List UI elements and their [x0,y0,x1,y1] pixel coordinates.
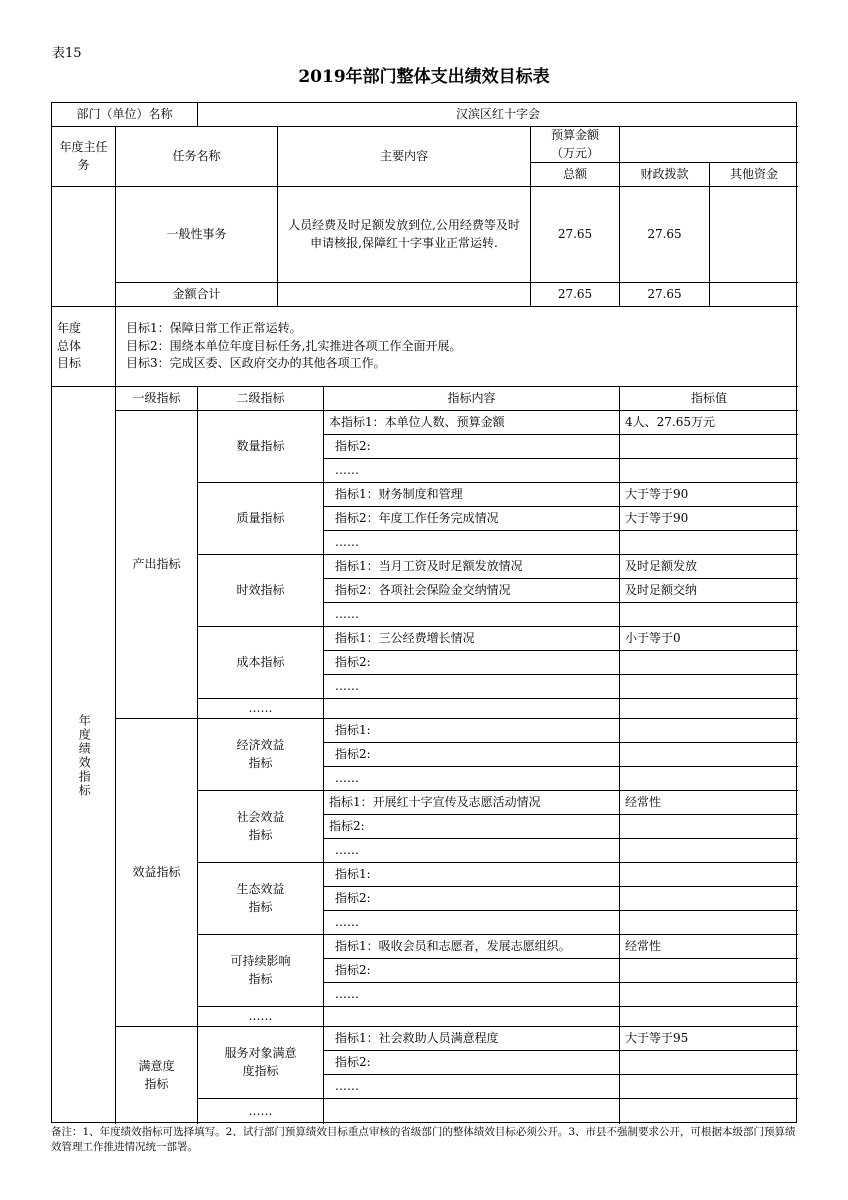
goal-3: 目标3：完成区委、区政府交办的其他各项工作。 [126,356,386,371]
level1-header: 一级指标 [116,387,198,411]
goals-content [116,307,798,387]
satisfaction-indicator: 满意度指标 [116,1027,198,1124]
output-etc: …… [198,699,324,719]
indicator-value [620,815,798,839]
indicator-value: 小于等于0 [620,627,798,651]
economic-indicator: 经济效益指标 [198,719,324,791]
indicator-content: 指标2: [330,959,620,983]
indicator-value [620,887,798,911]
indicator-content: …… [330,983,620,1007]
indicator-content: 指标1：社会救助人员满意程度 [330,1027,620,1051]
sum-fiscal: 27.65 [620,283,710,307]
indicator-value [620,959,798,983]
satisfaction-etc: …… [198,1099,324,1124]
sum-total: 27.65 [531,283,620,307]
main-task-cell [52,187,116,307]
indicator-content: 指标1：开展红十字宣传及志愿活动情况 [324,791,620,815]
indicator-value [620,719,798,743]
goal-1: 目标1：保障日常工作正常运转。 [126,321,302,336]
indicator-content: 指标1: [330,719,620,743]
dept-label: 部门（单位）名称 [52,103,198,127]
indicator-value [620,983,798,1007]
page-title: 2019年部门整体支出绩效目标表 [298,67,550,87]
main-task-header: 年度主任务 [52,127,116,187]
task-other [710,187,798,283]
indicator-value [620,1051,798,1075]
benefit-indicator: 效益指标 [116,719,198,1027]
timeliness-indicator: 时效指标 [198,555,324,627]
indicator-content [330,699,620,719]
indicator-value: 大于等于90 [620,483,798,507]
sustain-indicator: 可持续影响指标 [198,935,324,1007]
service-satisfaction-indicator: 服务对象满意度指标 [198,1027,324,1099]
indicator-value [620,459,798,483]
indicator-content: 指标2：各项社会保险金交纳情况 [330,579,620,603]
task-fiscal: 27.65 [620,187,710,283]
indicator-value [620,603,798,627]
table-number: 表15 [52,46,82,61]
indicator-content: …… [330,1075,620,1099]
indicator-value [620,1007,798,1027]
indicator-content: 指标1：三公经费增长情况 [330,627,620,651]
indicator-content: …… [330,675,620,699]
indicator-value: 大于等于90 [620,507,798,531]
indicator-value [620,435,798,459]
dept-value: 汉滨区红十字会 [198,103,798,127]
goal-2: 目标2：围绕本单位年度目标任务,扎实推进各项工作全面开展。 [126,338,462,353]
output-indicator: 产出指标 [116,411,198,719]
quantity-indicator: 数量指标 [198,411,324,483]
indicator-content: 指标2: [330,1051,620,1075]
goals-label: 年度总体目标 [52,307,116,387]
indicator-content: …… [330,531,620,555]
benefit-etc: …… [198,1007,324,1027]
indicator-value [620,675,798,699]
indicator-content: 指标2: [330,651,620,675]
indicator-content: 指标2: [330,887,620,911]
indicator-content: …… [330,603,620,627]
indicator-content: 指标1: [330,863,620,887]
indicator-value: 经常性 [620,935,798,959]
sum-content [278,283,531,307]
indicator-content: …… [330,459,620,483]
indicator-content: …… [330,839,620,863]
indicator-content: 指标2: [324,815,620,839]
indicator-value [620,839,798,863]
perf-label [52,387,116,1124]
indicator-content: …… [330,767,620,791]
performance-table [51,102,797,1123]
main-content-header: 主要内容 [278,127,531,187]
indicator-content: 指标2: [330,435,620,459]
social-indicator: 社会效益指标 [198,791,324,863]
indicator-content: 指标1：吸收会员和志愿者，发展志愿组织。 [330,935,620,959]
indicator-value: 大于等于95 [620,1027,798,1051]
task-total: 27.65 [531,187,620,283]
ecology-indicator: 生态效益指标 [198,863,324,935]
indicator-value: 及时足额交纳 [620,579,798,603]
total-header: 总额 [531,163,620,187]
fiscal-header: 财政拨款 [620,163,710,187]
indicator-value [620,911,798,935]
indicator-value [620,767,798,791]
indicator-content: 指标1：财务制度和管理 [330,483,620,507]
footnote: 备注：1、年度绩效指标可选择填写。2、试行部门预算绩效目标重点审核的省级部门的整体绩效目标必须公开。3、市县不强制要求公开，可根据本级部门预算绩效管理工作推进情况统一部署。 [51,1126,796,1154]
task-name-header: 任务名称 [116,127,278,187]
indicator-content [330,1099,620,1124]
indicator-content [330,1007,620,1027]
indicator-value: 及时足额发放 [620,555,798,579]
task-content: 人员经费及时足额发放到位,公用经费等及时申请核报,保障红十字事业正常运转. [278,187,531,283]
indicator-value [620,531,798,555]
level2-header: 二级指标 [198,387,324,411]
indicator-value [620,743,798,767]
indicator-value [620,1099,798,1124]
perf-label-text: 年度绩效指标 [77,713,92,798]
indicator-value [620,699,798,719]
indicator-value [620,863,798,887]
sum-other [710,283,798,307]
quality-indicator: 质量指标 [198,483,324,555]
task-name: 一般性事务 [116,187,278,283]
budget-header: 预算金额（万元） [531,127,620,163]
other-header: 其他资金 [710,163,798,187]
indicator-content: 本指标1：本单位人数、预算金额 [324,411,620,435]
sum-label: 金额合计 [116,283,278,307]
indicator-content: 指标2: [330,743,620,767]
indicator-value: 4人、27.65万元 [620,411,798,435]
indicator-content: 指标2：年度工作任务完成情况 [330,507,620,531]
indicator-content: 指标1：当月工资及时足额发放情况 [330,555,620,579]
content-header: 指标内容 [324,387,620,411]
indicator-value [620,651,798,675]
indicator-value: 经常性 [620,791,798,815]
value-header: 指标值 [620,387,798,411]
cost-indicator: 成本指标 [198,627,324,699]
budget-header-blank [620,127,798,163]
indicator-content: …… [330,911,620,935]
indicator-value [620,1075,798,1099]
